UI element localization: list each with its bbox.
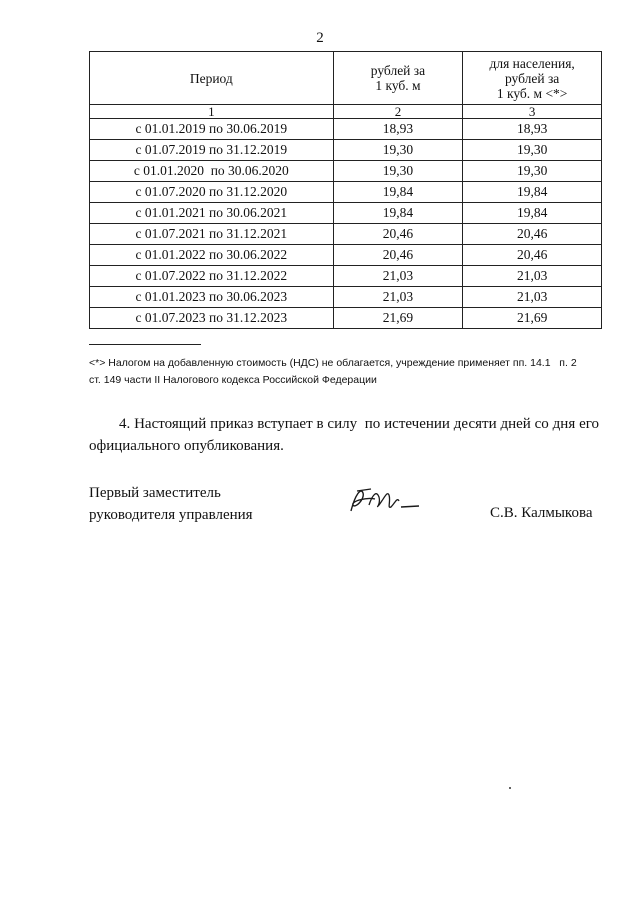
population-rate-cell: 19,84 (463, 182, 602, 203)
table-row (90, 266, 602, 287)
column-number: 1 (90, 105, 334, 119)
period-cell: с 01.07.2020 по 31.12.2020 (90, 182, 334, 203)
signature-icon (345, 483, 425, 523)
rate-cell: 21,03 (333, 266, 463, 287)
page-number: 2 (316, 30, 324, 46)
table-row (90, 140, 602, 161)
period-cell: с 01.01.2022 по 30.06.2022 (90, 245, 334, 266)
period-cell: с 01.01.2021 по 30.06.2021 (90, 203, 334, 224)
signer-title (89, 482, 253, 526)
population-rate-cell: 21,69 (463, 308, 602, 329)
rate-cell: 21,03 (333, 287, 463, 308)
header-population-line-1: для населения, (489, 55, 575, 71)
column-number: 2 (333, 105, 463, 119)
population-rate-cell: 20,46 (463, 224, 602, 245)
period-cell: с 01.01.2019 по 30.06.2019 (90, 119, 334, 140)
rate-cell: 20,46 (333, 245, 463, 266)
header-period (90, 52, 334, 105)
population-rate-cell: 21,03 (463, 266, 602, 287)
handwritten-signature (345, 483, 425, 528)
population-rate-cell: 20,46 (463, 245, 602, 266)
footnote-separator (89, 344, 201, 345)
footnote-line-1: <*> Налогом на добавленную стоимость (НДС) не облагается, учреждение применяет пп. 14.1 п. 2 (89, 357, 577, 369)
rate-cell: 20,46 (333, 224, 463, 245)
population-rate-cell: 19,30 (463, 140, 602, 161)
header-population (463, 52, 602, 105)
rate-cell: 18,93 (333, 119, 463, 140)
period-cell: с 01.07.2022 по 31.12.2022 (90, 266, 334, 287)
period-cell: с 01.07.2023 по 31.12.2023 (90, 308, 334, 329)
header-rate-line-2: 1 куб. м (375, 78, 421, 93)
table-row (90, 224, 602, 245)
table-row (90, 287, 602, 308)
table-row (90, 308, 602, 329)
column-number: 3 (463, 105, 602, 119)
signer-title-line-1: Первый заместитель (89, 485, 221, 501)
period-cell: с 01.07.2021 по 31.12.2021 (90, 224, 334, 245)
header-rate (333, 52, 463, 105)
table-row (90, 161, 602, 182)
footnote-line-2: ст. 149 части II Налогового кодекса Российской Федерации (89, 374, 377, 386)
footnote (89, 355, 605, 389)
rate-cell: 19,30 (333, 140, 463, 161)
header-period-label: Период (189, 70, 233, 86)
scan-speck (509, 787, 511, 789)
tariff-table (89, 51, 602, 329)
rate-cell: 21,69 (333, 308, 463, 329)
population-rate-cell: 19,84 (463, 203, 602, 224)
column-number-row (90, 105, 602, 119)
header-rate-line-1: рублей за (370, 63, 426, 78)
table-header-row (90, 52, 602, 105)
population-rate-cell: 19,30 (463, 161, 602, 182)
table-row (90, 203, 602, 224)
header-population-line-3: 1 куб. м <*> (496, 85, 568, 101)
rate-cell: 19,84 (333, 203, 463, 224)
period-cell: с 01.07.2019 по 31.12.2019 (90, 140, 334, 161)
header-population-line-2: рублей за (504, 70, 560, 86)
table-row (90, 119, 602, 140)
rate-cell: 19,84 (333, 182, 463, 203)
table-row (90, 182, 602, 203)
signer-name: С.В. Калмыкова (490, 505, 593, 521)
population-rate-cell: 18,93 (463, 119, 602, 140)
period-cell: с 01.01.2023 по 30.06.2023 (90, 287, 334, 308)
period-cell: с 01.01.2020 по 30.06.2020 (90, 161, 334, 182)
table-row (90, 245, 602, 266)
population-rate-cell: 21,03 (463, 287, 602, 308)
rate-cell: 19,30 (333, 161, 463, 182)
effective-date-clause: 4. Настоящий приказ вступает в силу по истечении десяти дней со дня его официального опубликования. (89, 416, 603, 454)
signer-title-line-2: руководителя управления (89, 507, 253, 523)
